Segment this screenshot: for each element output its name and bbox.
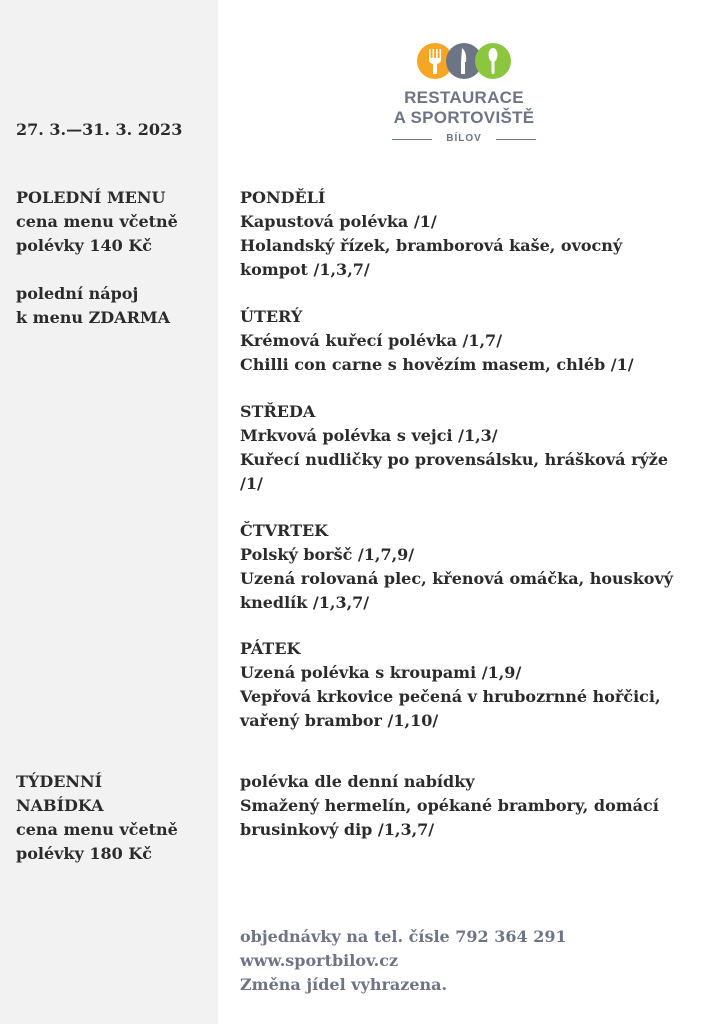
dish-line: kompot /1,3,7/ <box>240 260 370 279</box>
sidebar-panel <box>0 0 218 1024</box>
dish-line: vařený brambor /1,10/ <box>240 711 439 730</box>
contact-footer <box>240 925 567 997</box>
day-name: PÁTEK <box>240 639 301 658</box>
dish-line: Krémová kuřecí polévka /1,7/ <box>240 331 503 350</box>
weekly-price-line2: polévky 180 Kč <box>16 844 152 863</box>
dish-line: /1/ <box>240 474 263 493</box>
dish-line: Mrkvová polévka s vejci /1,3/ <box>240 426 498 445</box>
dish-line: knedlík /1,3,7/ <box>240 593 370 612</box>
day-monday <box>240 186 622 282</box>
day-tuesday <box>240 305 634 377</box>
lunch-menu-info <box>16 186 178 258</box>
dish-line: Kapustová polévka /1/ <box>240 212 437 231</box>
dish-line: Holandský řízek, bramborová kaše, ovocný <box>240 236 623 255</box>
change-notice: Změna jídel vyhrazena. <box>240 975 448 994</box>
day-name: STŘEDA <box>240 402 316 421</box>
logo-name-line1: RESTAURACE <box>404 88 524 107</box>
logo-rule-right <box>496 139 536 140</box>
dish-line: Uzená polévka s kroupami /1,9/ <box>240 663 522 682</box>
dish-line: Smažený hermelín, opékané brambory, domácí <box>240 796 659 815</box>
dish-line: Polský boršč /1,7,9/ <box>240 545 415 564</box>
dish-line: Kuřecí nudličky po provensálsku, hrášková rýže <box>240 450 669 469</box>
dish-line: Vepřová krkovice pečená v hrubozrnné hořčici, <box>240 687 661 706</box>
weekly-title-line2: NABÍDKA <box>16 796 104 815</box>
day-name: ÚTERÝ <box>240 307 303 326</box>
weekly-offer-info <box>16 770 178 866</box>
logo-subtitle-row <box>392 132 536 146</box>
day-name: PONDĚLÍ <box>240 188 326 207</box>
website-link[interactable]: www.sportbilov.cz <box>240 951 399 970</box>
weekly-price-line1: cena menu včetně <box>16 820 178 839</box>
weekly-offer-menu <box>240 770 659 842</box>
lunch-price-line1: cena menu včetně <box>16 212 178 231</box>
logo-name-line2: A SPORTOVIŠTĚ <box>393 108 535 127</box>
lunch-drink-info <box>16 282 170 330</box>
drink-line2: k menu ZDARMA <box>16 308 170 327</box>
lunch-price-line2: polévky 140 Kč <box>16 236 152 255</box>
order-phone: objednávky na tel. čísle 792 364 291 <box>240 927 567 946</box>
dish-line: polévka dle denní nabídky <box>240 772 475 791</box>
day-wednesday <box>240 400 668 496</box>
day-friday <box>240 637 661 733</box>
dish-line: brusinkový dip /1,3,7/ <box>240 820 435 839</box>
lunch-menu-title: POLEDNÍ MENU <box>16 188 166 207</box>
day-name: ČTVRTEK <box>240 521 329 540</box>
dish-line: Chilli con carne s hovězím masem, chléb /1/ <box>240 355 634 374</box>
logo-subtitle: BÍLOV <box>446 133 482 144</box>
restaurant-logo <box>388 42 540 146</box>
dish-line: Uzená rolovaná plec, křenová omáčka, houskový <box>240 569 674 588</box>
drink-line1: polední nápoj <box>16 284 139 303</box>
day-thursday <box>240 519 673 615</box>
weekly-title-line1: TÝDENNÍ <box>16 772 103 791</box>
menu-date-range: 27. 3.—31. 3. 2023 <box>16 120 183 139</box>
cutlery-logo-icon <box>416 42 512 80</box>
